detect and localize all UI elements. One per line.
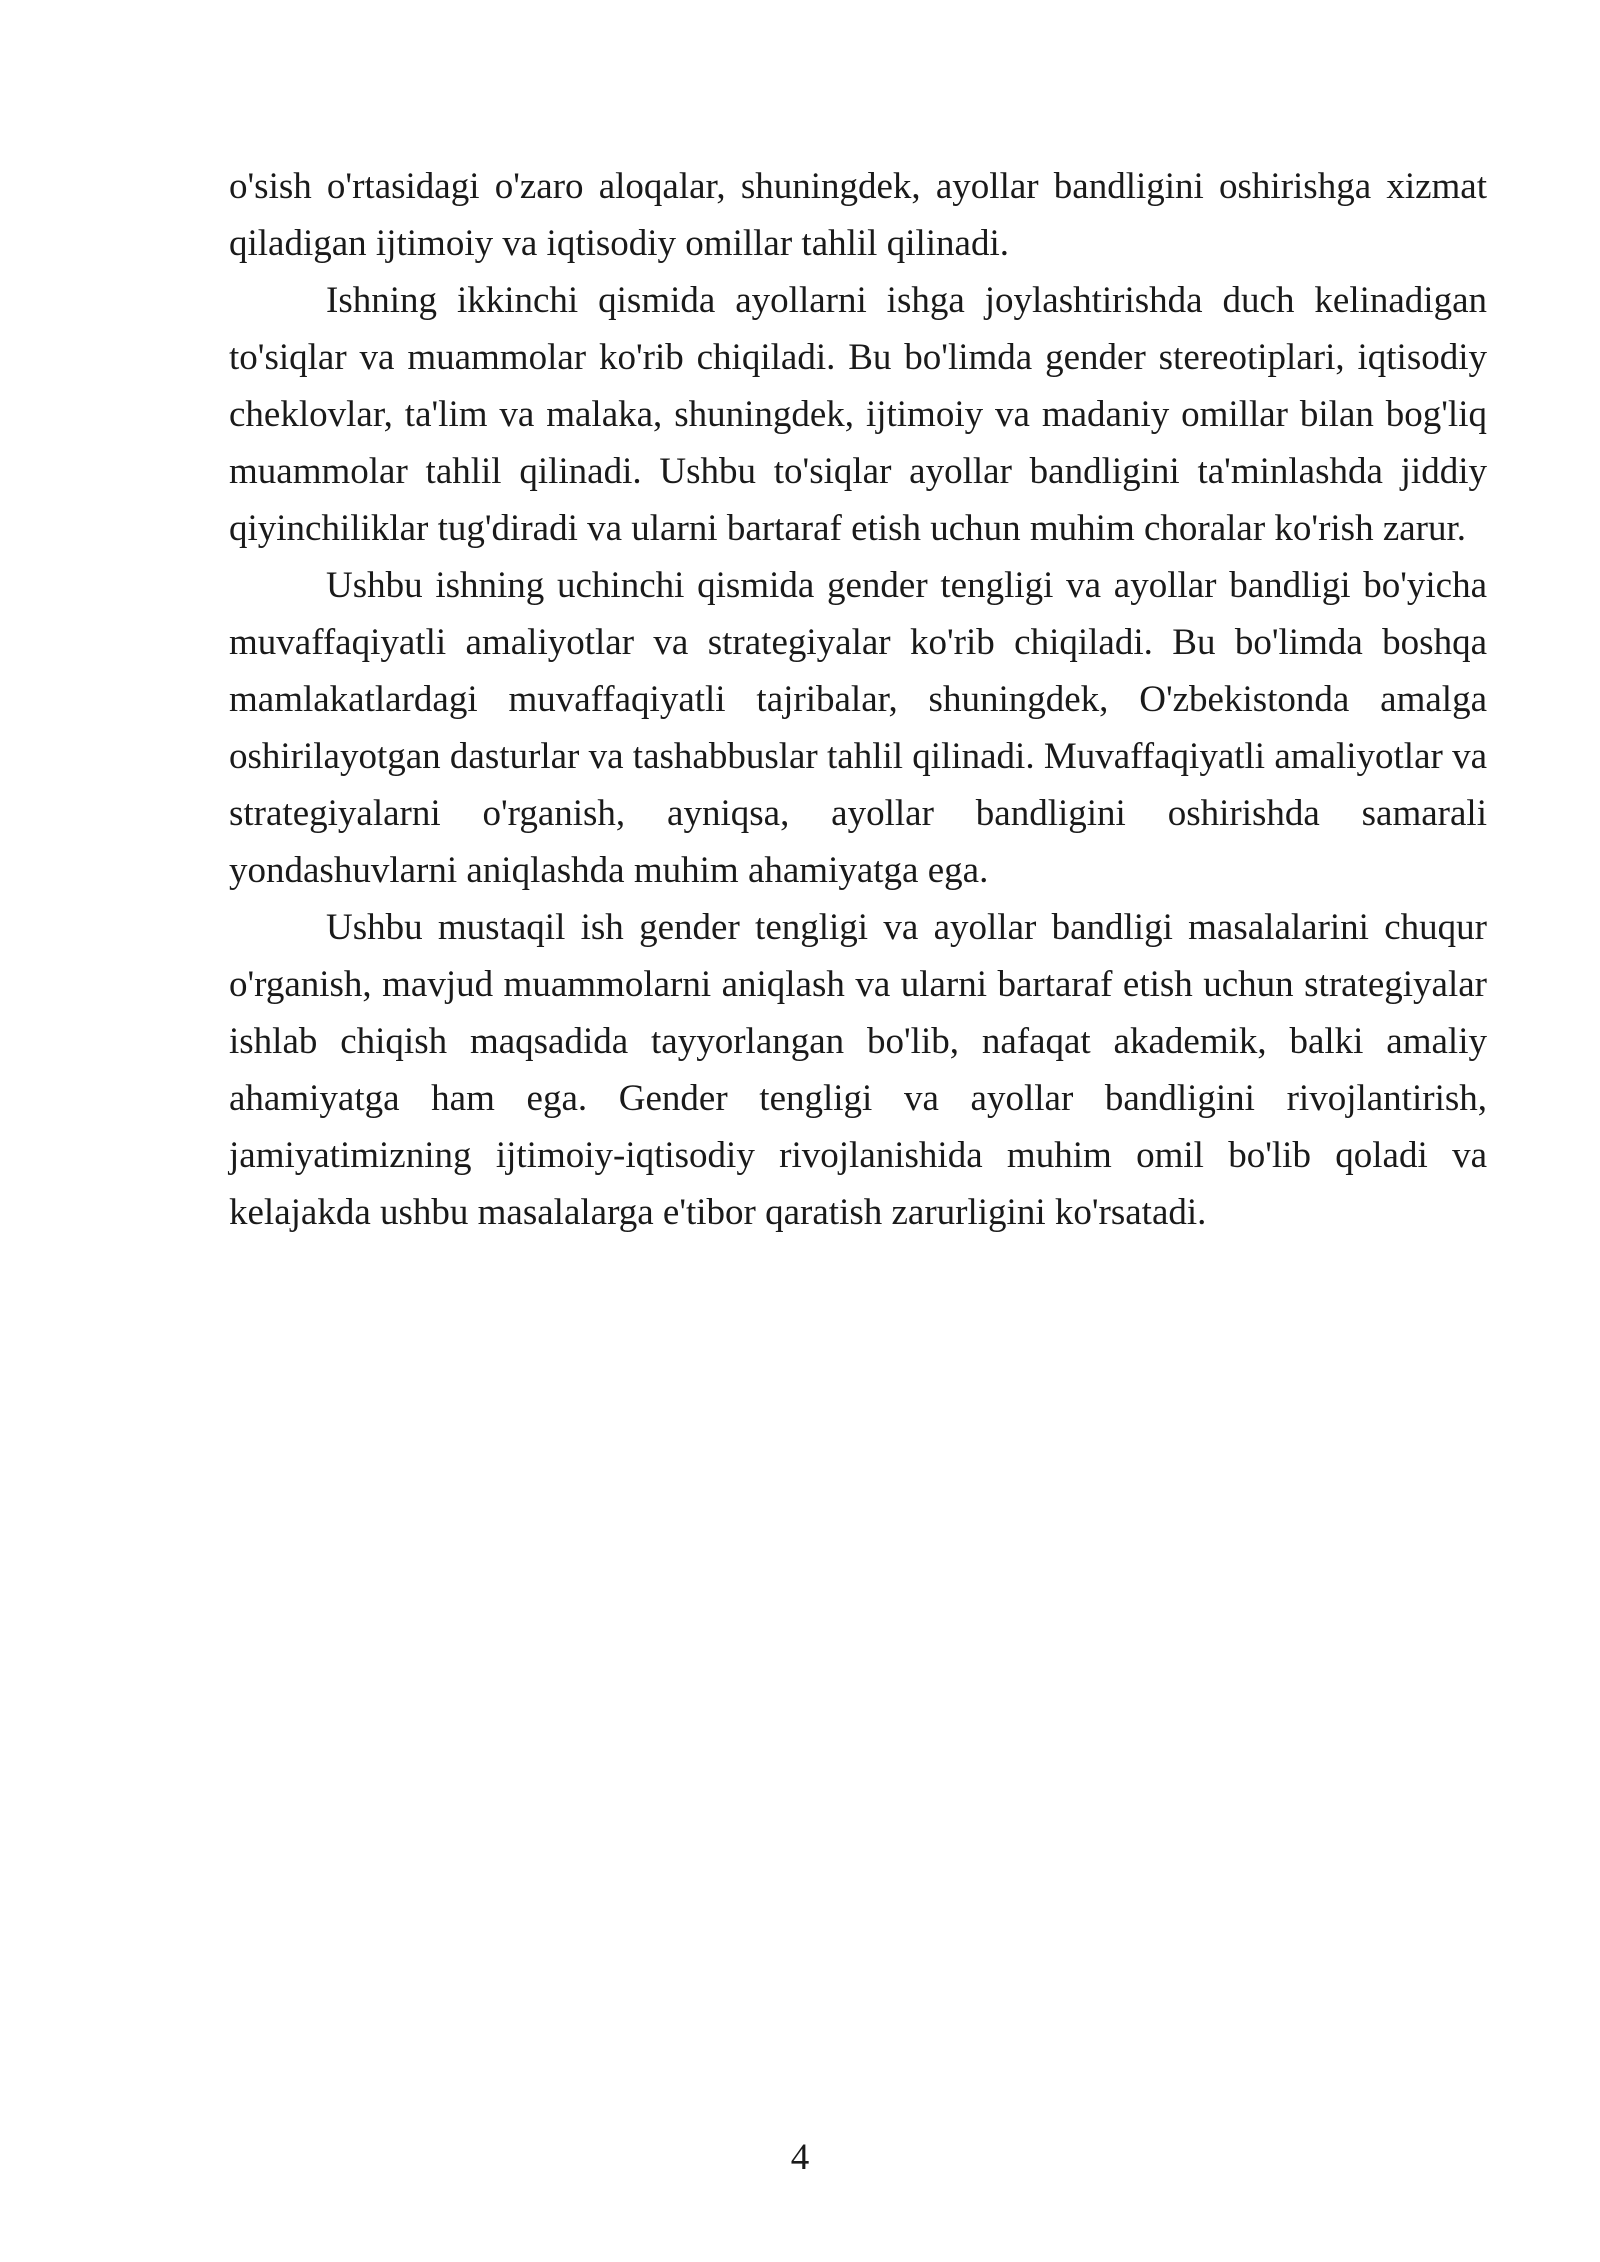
body-text	[229, 158, 1487, 1241]
page-number: 4	[790, 2137, 810, 2178]
paragraph-4-conclusion: Ushbu mustaqil ish gender tengligi va ayollar bandligi masalalarini chuqur o'rganish, mavjud muammolarni aniqlash va ularni bartaraf etish uchun strategiyalar ishlab chiqish maqsadida tayyorlangan bo'lib, nafaqat akademik, balki amaliy ahamiyatga ham ega. Gender tengligi va ayollar bandligini rivojlantirish, jamiyatimizning ijtimoiy-iqtisodiy rivojlanishida muhim omil bo'lib qoladi va kelajakda ushbu masalalarga e'tibor qaratish zarurligini ko'rsatadi.	[229, 907, 1487, 1233]
paragraph-2-obstacles: Ishning ikkinchi qismida ayollarni ishga joylashtirishda duch kelinadigan to'siqlar va muammolar ko'rib chiqiladi. Bu bo'limda gender stereotiplari, iqtisodiy cheklovlar, ta'lim va malaka, shuningdek, ijtimoiy va madaniy omillar bilan bog'liq muammolar tahlil qilinadi. Ushbu to'siqlar ayollar bandligini ta'minlashda jiddiy qiyinchiliklar tug'diradi va ularni bartaraf etish uchun muhim choralar ko'rish zarur.	[229, 280, 1487, 549]
paragraph-3-practices: Ushbu ishning uchinchi qismida gender tengligi va ayollar bandligi bo'yicha muvaffaqiyatli amaliyotlar va strategiyalar ko'rib chiqiladi. Bu bo'limda boshqa mamlakatlardagi muvaffaqiyatli tajribalar, shuningdek, O'zbekistonda amalga oshirilayotgan dasturlar va tashabbuslar tahlil qilinadi. Muvaffaqiyatli amaliyotlar va strategiyalarni o'rganish, ayniqsa, ayollar bandligini oshirishda samarali yondashuvlarni aniqlashda muhim ahamiyatga ega.	[229, 565, 1487, 891]
paragraph-1-continuation: o'sish o'rtasidagi o'zaro aloqalar, shuningdek, ayollar bandligini oshirishga xizmat qiladigan ijtimoiy va iqtisodiy omillar tahlil qilinadi.	[229, 166, 1487, 264]
